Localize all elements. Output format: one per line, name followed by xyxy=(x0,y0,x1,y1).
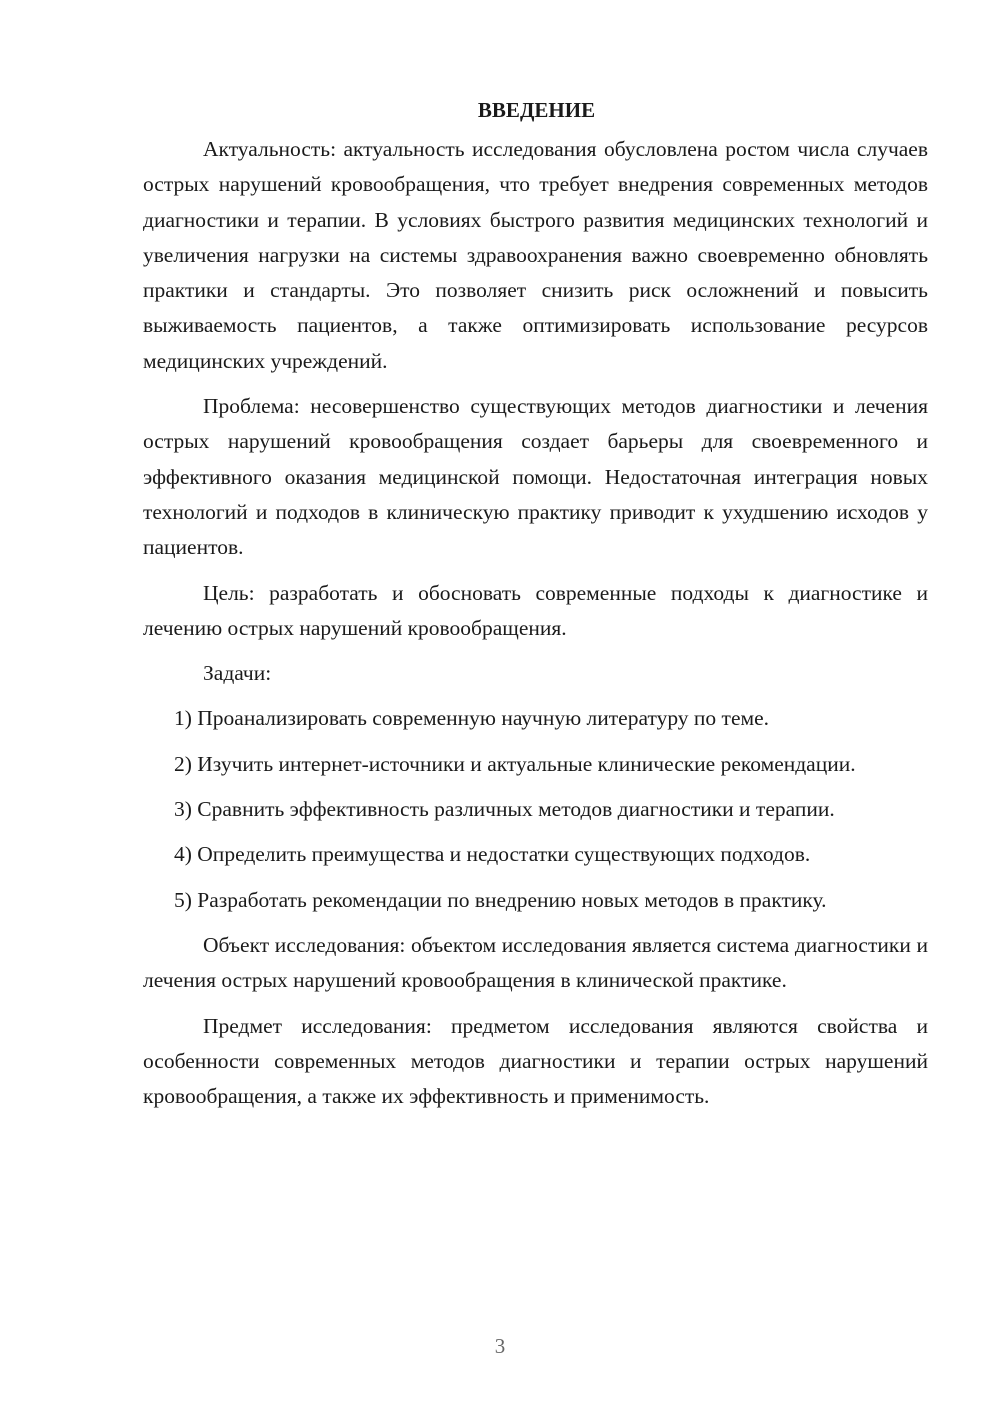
task-item: 4) Определить преимущества и недостатки существующих подходов. xyxy=(174,842,811,867)
task-item: 1) Проанализировать современную научную литературу по теме. xyxy=(174,706,770,731)
document-page xyxy=(143,96,928,1124)
task-item: 3) Сравнить эффективность различных методов диагностики и терапии. xyxy=(174,797,835,822)
subject-paragraph: Предмет исследования: предметом исследования являются свойства и особенности современных методов диагностики и терапии острых нарушений кровообращения, а также их эффективность и применимость. xyxy=(143,1013,928,1109)
object-paragraph: Объект исследования: объектом исследования является система диагностики и лечения острых нарушений кровообращения в клинической практике. xyxy=(143,932,928,993)
tasks-heading: Задачи: xyxy=(203,661,272,686)
page-number: 3 xyxy=(494,1334,506,1358)
problem-paragraph: Проблема: несовершенство существующих методов диагностики и лечения острых нарушений кровообращения создает барьеры для своевременного и эффективного оказания медицинской помощи. Недостаточная интеграция новых технологий и подходов в клиническую практику приводит к ухудшению исходов у пациентов. xyxy=(143,394,928,560)
goal-paragraph: Цель: разработать и обосновать современные подходы к диагностике и лечению острых нарушений кровообращения. xyxy=(143,580,928,640)
task-item: 5) Разработать рекомендации по внедрению новых методов в практику. xyxy=(174,887,827,912)
section-title: ВВЕДЕНИЕ xyxy=(477,98,596,122)
relevance-paragraph: Актуальность: актуальность исследования обусловлена ростом числа случаев острых нарушений кровообращения, что требует внедрения современных методов диагностики и терапии. В условиях быстрого развития медицинских технологий и увеличения нагрузки на системы здравоохранения важно своевременно обновлять практики и стандарты. Это позволяет снизить риск осложнений и повысить выживаемость пациентов, а также оптимизировать использование ресурсов медицинских учреждений. xyxy=(143,137,928,373)
task-item: 2) Изучить интернет-источники и актуальные клинические рекомендации. xyxy=(174,751,856,776)
